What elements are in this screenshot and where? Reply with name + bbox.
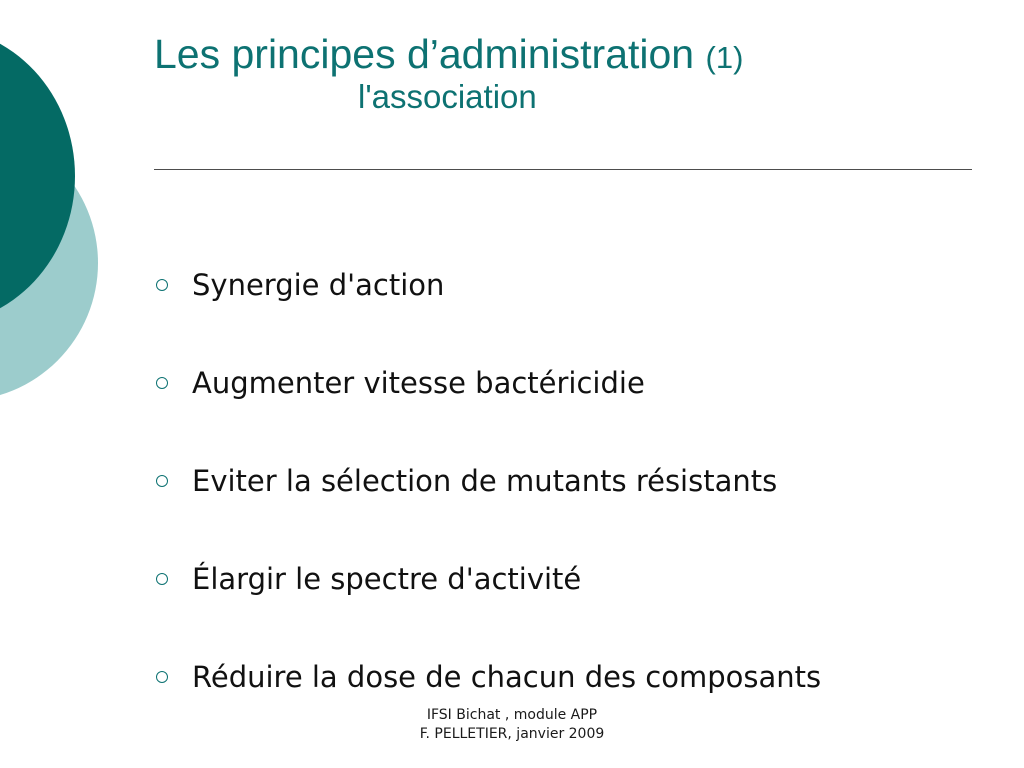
bullet-text: Réduire la dose de chacun des composants <box>192 659 822 694</box>
hollow-circle-bullet-icon <box>156 475 168 487</box>
footer-line-2: F. PELLETIER, janvier 2009 <box>419 726 605 742</box>
title-underline <box>154 169 972 170</box>
slide-title-number: (1) <box>705 40 744 75</box>
hollow-circle-bullet-icon <box>156 671 168 683</box>
bullet-item <box>156 558 821 600</box>
slide-footer <box>362 706 662 744</box>
hollow-circle-bullet-icon <box>156 573 168 585</box>
bullet-text: Synergie d'action <box>192 267 445 302</box>
slide-subtitle: l'association <box>358 78 537 115</box>
slide-title-main: Les principes d’administration <box>154 31 695 77</box>
bullet-list <box>156 264 821 698</box>
hollow-circle-bullet-icon <box>156 279 168 291</box>
bullet-text: Élargir le spectre d'activité <box>192 561 582 596</box>
footer-line-1: IFSI Bichat , module APP <box>426 707 598 723</box>
bullet-item <box>156 656 821 698</box>
bullet-item <box>156 460 821 502</box>
bullet-item <box>156 264 821 306</box>
bullet-text: Augmenter vitesse bactéricidie <box>192 365 645 400</box>
slide-title-main-line <box>154 31 914 77</box>
bullet-item <box>156 362 821 404</box>
slide-title <box>154 31 914 115</box>
hollow-circle-bullet-icon <box>156 377 168 389</box>
bullet-text: Eviter la sélection de mutants résistants <box>192 463 778 498</box>
